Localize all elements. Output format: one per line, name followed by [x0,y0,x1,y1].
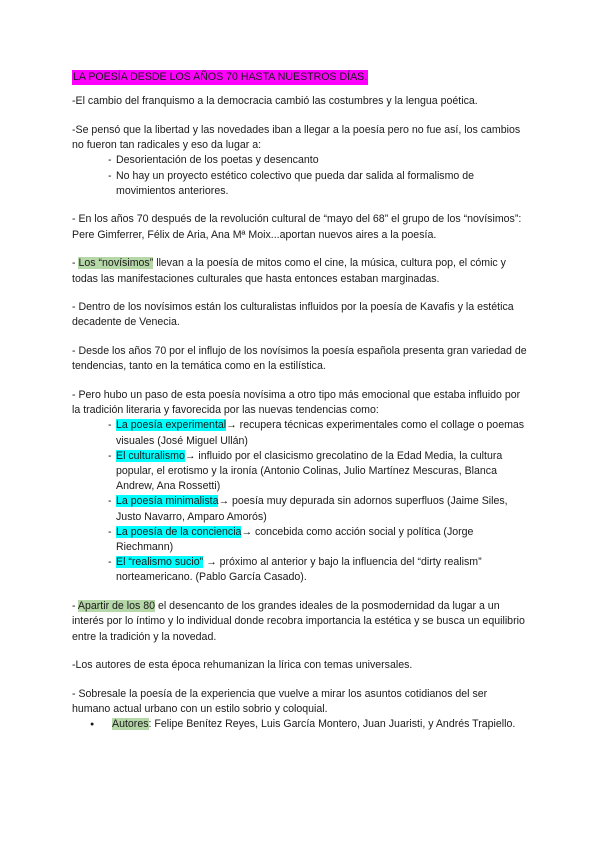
paragraph-experiencia: - Sobresale la poesía de la experiencia que vuelve a mirar los asuntos cotidianos del ser humano actual urbano con un estilo sobrio y coloquial. [72,688,488,716]
paragraph-culturalistas: - Dentro de los novísimos están los culturalistas influidos por la poesía de Kavafis y la estética decadente de Venecia. [72,301,514,329]
text-prefix: - [72,257,79,270]
highlight-term: La poesía minimalista [116,495,219,508]
paragraph-anos-70: - En los años 70 después de la revolución cultural de “mayo del 68” el grupo de los “novísimos”: Pere Gimferrer, Félix de Aria, Ana Mª Moix...aportan nuevos aires a la poesía. [72,213,522,241]
document-page [72,70,528,733]
list-item-culturalismo [72,449,528,495]
text-rest: el desencanto de los grandes ideales de la posmodernidad da lugar a un interés por lo íntimo y lo individual donde recobra importancia la estética y se busca un equilibrio entre la tradición y la novedad. [72,600,525,643]
term-description: → recupera técnicas experimentales como el collage o poemas visuales (José Miguel Ullán) [116,419,525,447]
highlight-term: El “realismo sucio” [116,556,204,569]
paragraph-franquismo: -El cambio del franquismo a la democracia cambió las costumbres y la lengua poética. [72,95,478,108]
consequences-list [72,153,528,199]
tendencias-list [72,418,528,585]
term-description: → influido por el clasicismo grecolatino de la Edad Media, la cultura popular, el erotismo y la ironía (Antonio Colinas, Julio Martínez Mescuras, Blanca Andrew, Ana Rossetti) [116,449,503,493]
paragraph-emocional: - Pero hubo un paso de esta poesía novísima a otro tipo más emocional que estaba influido por la tradición literaria y favorecida por las nuevas tendencias como: [72,389,521,417]
list-item-experimental [72,418,528,448]
highlight-anos-80: Apartir de los 80 [77,600,156,613]
list-item: - No hay un proyecto estético colectivo que pueda dar salida al formalismo de movimientos anteriores. [72,169,528,199]
highlight-novisimos: Los “novísimos” [78,257,154,270]
page-title-row [72,70,528,94]
term-description: → concebida como acción social y política (Jorge Riechmann) [116,525,474,554]
list-item-conciencia [72,525,528,555]
term-description: → próximo al anterior y bajo la influencia del “dirty realism” norteamericano. (Pablo García Casado). [116,556,482,584]
paragraph-variedad: - Desde los años 70 por el influjo de los novísimos la poesía española presenta gran variedad de tendencias, tanto en la temática como en la estilística. [72,345,527,373]
autores-names: : Felipe Benítez Reyes, Luis García Montero, Juan Juaristi, y Andrés Trapiello. [148,718,516,731]
list-item-minimalista [72,494,528,524]
page-title: LA POESÍA DESDE LOS AÑOS 70 HASTA NUESTROS DÍAS. [72,70,368,85]
paragraph-novisimos [72,256,528,286]
text-prefix: - [72,600,78,613]
autores-list [72,717,528,732]
highlight-term: La poesía de la conciencia [116,525,242,538]
paragraph-libertad: -Se pensó que la libertad y las novedades iban a llegar a la poesía pero no fue así, los cambios no fueron tan radicales y eso da lugar a: [72,123,521,152]
highlight-term: La poesía experimental [116,419,227,432]
highlight-term: El culturalismo [116,449,185,462]
list-item-realismo-sucio [72,555,528,585]
list-item: - Desorientación de los poetas y desencanto [72,153,528,168]
paragraph-rehumanizan: -Los autores de esta época rehumanizan la lírica con temas universales. [72,659,413,672]
paragraph-anos-80 [72,599,528,645]
text-rest: llevan a la poesía de mitos como el cine, la música, cultura pop, el cómic y todas las manifestaciones culturales que hasta entonces estaban marginadas. [72,257,506,285]
list-item-autores [72,717,528,732]
term-description: → poesía muy depurada sin adornos superfluos (Jaime Siles, Justo Navarro, Amparo Amorós) [116,495,508,523]
highlight-autores: Autores [112,718,149,731]
